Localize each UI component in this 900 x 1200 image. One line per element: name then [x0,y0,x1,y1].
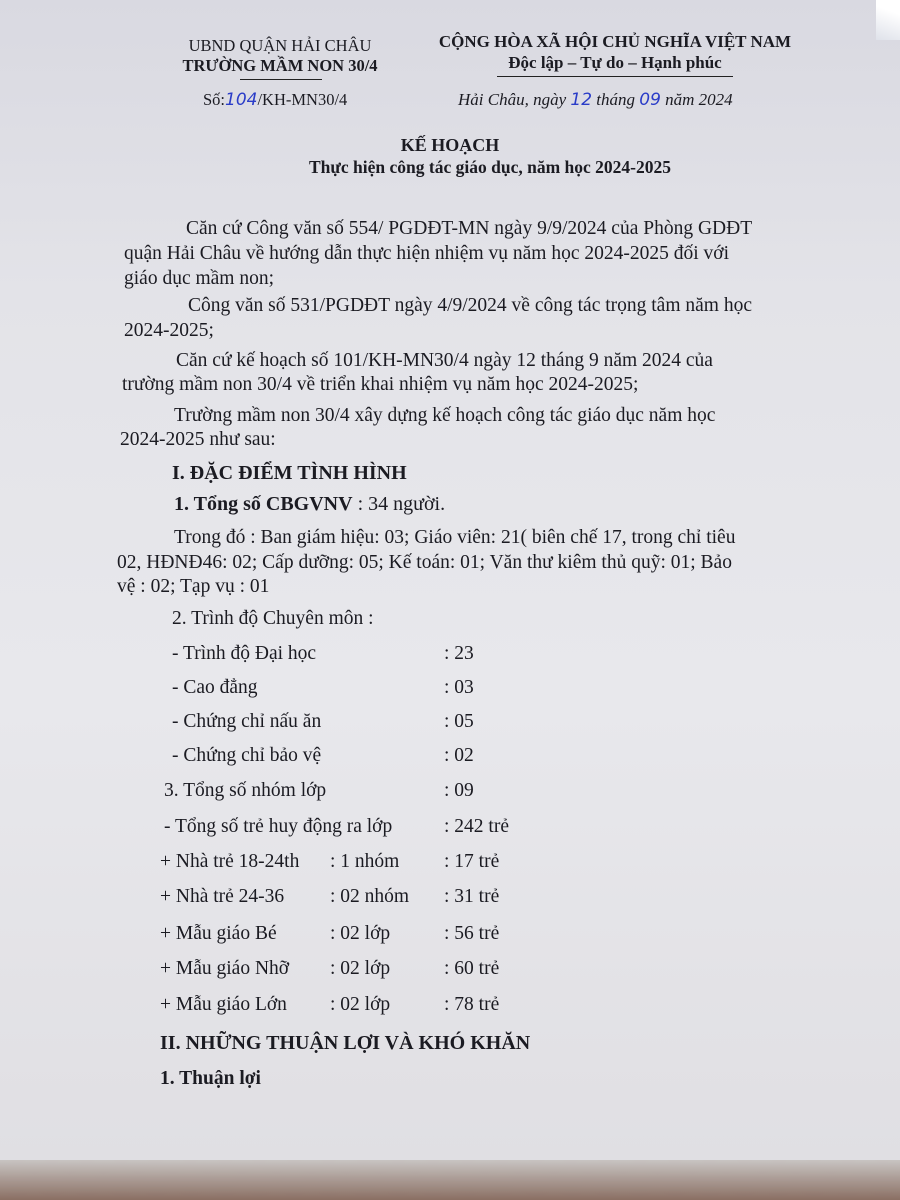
para1-line2: quận Hải Châu về hướng dẫn thực hiện nhiệm vụ năm học 2024-2025 đối với [124,243,729,264]
stat-group-count: : 02 lớp [330,958,391,979]
stat-label: + Mẫu giáo Lớn [160,994,287,1015]
stat-value: : 09 [444,780,474,801]
stat-label: - Cao đẳng [172,677,258,698]
section2-heading: II. NHỮNG THUẬN LỢI VÀ KHÓ KHĂN [160,1032,531,1054]
motto-underline [497,76,733,77]
stat-label: - Chứng chỉ nấu ăn [172,711,322,732]
place-date [458,90,733,110]
date-day-handwritten: 12 [570,90,593,110]
school-name: TRƯỜNG MẦM NON 30/4 [182,56,378,75]
document-title: KẾ HOẠCH [400,135,500,155]
date-month-handwritten: 09 [639,90,661,110]
stat-value: : 17 trẻ [444,851,500,872]
para1-line1: Căn cứ Công văn số 554/ PGDĐT-MN ngày 9/9/2024 của Phòng GDĐT [186,218,753,239]
stat-value: : 23 [444,643,474,664]
stat-label: + Mẫu giáo Nhỡ [160,958,290,979]
stat-value: : 78 trẻ [444,994,500,1015]
stat-label: + Nhà trẻ 24-36 [160,886,285,907]
para4-line1: Trường mầm non 30/4 xây dựng kế hoạch công tác giáo dục năm học [174,405,716,426]
stat-label: 3. Tổng số nhóm lớp [164,780,327,801]
staff-detail-line2: 02, HĐNĐ46: 02; Cấp dưỡng: 05; Kế toán: 01; Văn thư kiêm thủ quỹ: 01; Bảo [117,552,732,573]
agency-name: UBND QUẬN HẢI CHÂU [188,36,372,55]
stat-value: : 60 trẻ [444,958,500,979]
national-motto: Độc lập – Tự do – Hạnh phúc [508,53,722,72]
para4-line2: 2024-2025 như sau: [120,429,276,450]
stat-label: + Mẫu giáo Bé [160,923,277,944]
document-number [203,90,347,110]
stat-value: : 05 [444,711,474,732]
para2-line1: Công văn số 531/PGDĐT ngày 4/9/2024 về công tác trọng tâm năm học [188,295,752,316]
para3-line2: trường mầm non 30/4 về triển khai nhiệm vụ năm học 2024-2025; [122,374,639,395]
advantages-heading: 1. Thuận lợi [160,1068,261,1089]
doc-number-handwritten: 104 [225,90,258,110]
page-corner-glare [876,0,900,40]
national-title: CỘNG HÒA XÃ HỘI CHỦ NGHĨA VIỆT NAM [438,32,792,51]
doc-number-suffix: /KH-MN30/4 [257,90,348,109]
para1-line3: giáo dục mầm non; [124,268,275,289]
qualification-heading: 2. Trình độ Chuyên môn : [172,608,374,629]
stat-group-count: : 1 nhóm [330,851,400,872]
staff-detail-line1: Trong đó : Ban giám hiệu: 03; Giáo viên: 21( biên chế 17, trong chỉ tiêu [174,527,736,548]
stat-group-count: : 02 lớp [330,994,391,1015]
school-name-underline [240,79,322,80]
staff-total-value: : 34 người. [352,493,446,515]
staff-total-label: 1. Tổng số CBGVNV [174,493,353,515]
staff-detail-line3: vệ : 02; Tạp vụ : 01 [117,576,270,597]
stat-label: - Trình độ Đại học [172,643,317,664]
stat-value: : 31 trẻ [444,886,500,907]
para2-line2: 2024-2025; [124,320,214,341]
para3-line1: Căn cứ kế hoạch số 101/KH-MN30/4 ngày 12 tháng 9 năm 2024 của [176,350,713,371]
date-month-label: tháng [596,90,636,109]
stat-group-count: : 02 nhóm [330,886,410,907]
doc-number-prefix: Số: [203,90,226,109]
stat-group-count: : 02 lớp [330,923,391,944]
stat-label: - Tổng số trẻ huy động ra lớp [164,816,393,837]
stat-value: : 242 trẻ [444,816,509,837]
date-prefix: Hải Châu, ngày [458,90,567,109]
stat-value: : 03 [444,677,474,698]
stat-label: - Chứng chỉ bảo vệ [172,745,322,766]
date-year: năm 2024 [665,90,733,109]
document-subtitle: Thực hiện công tác giáo dục, năm học 2024-2025 [309,157,671,177]
stat-value: : 56 trẻ [444,923,500,944]
section1-heading: I. ĐẶC ĐIỂM TÌNH HÌNH [172,462,407,484]
staff-total [174,493,445,516]
stat-value: : 02 [444,745,474,766]
stat-label: + Nhà trẻ 18-24th [160,851,300,872]
